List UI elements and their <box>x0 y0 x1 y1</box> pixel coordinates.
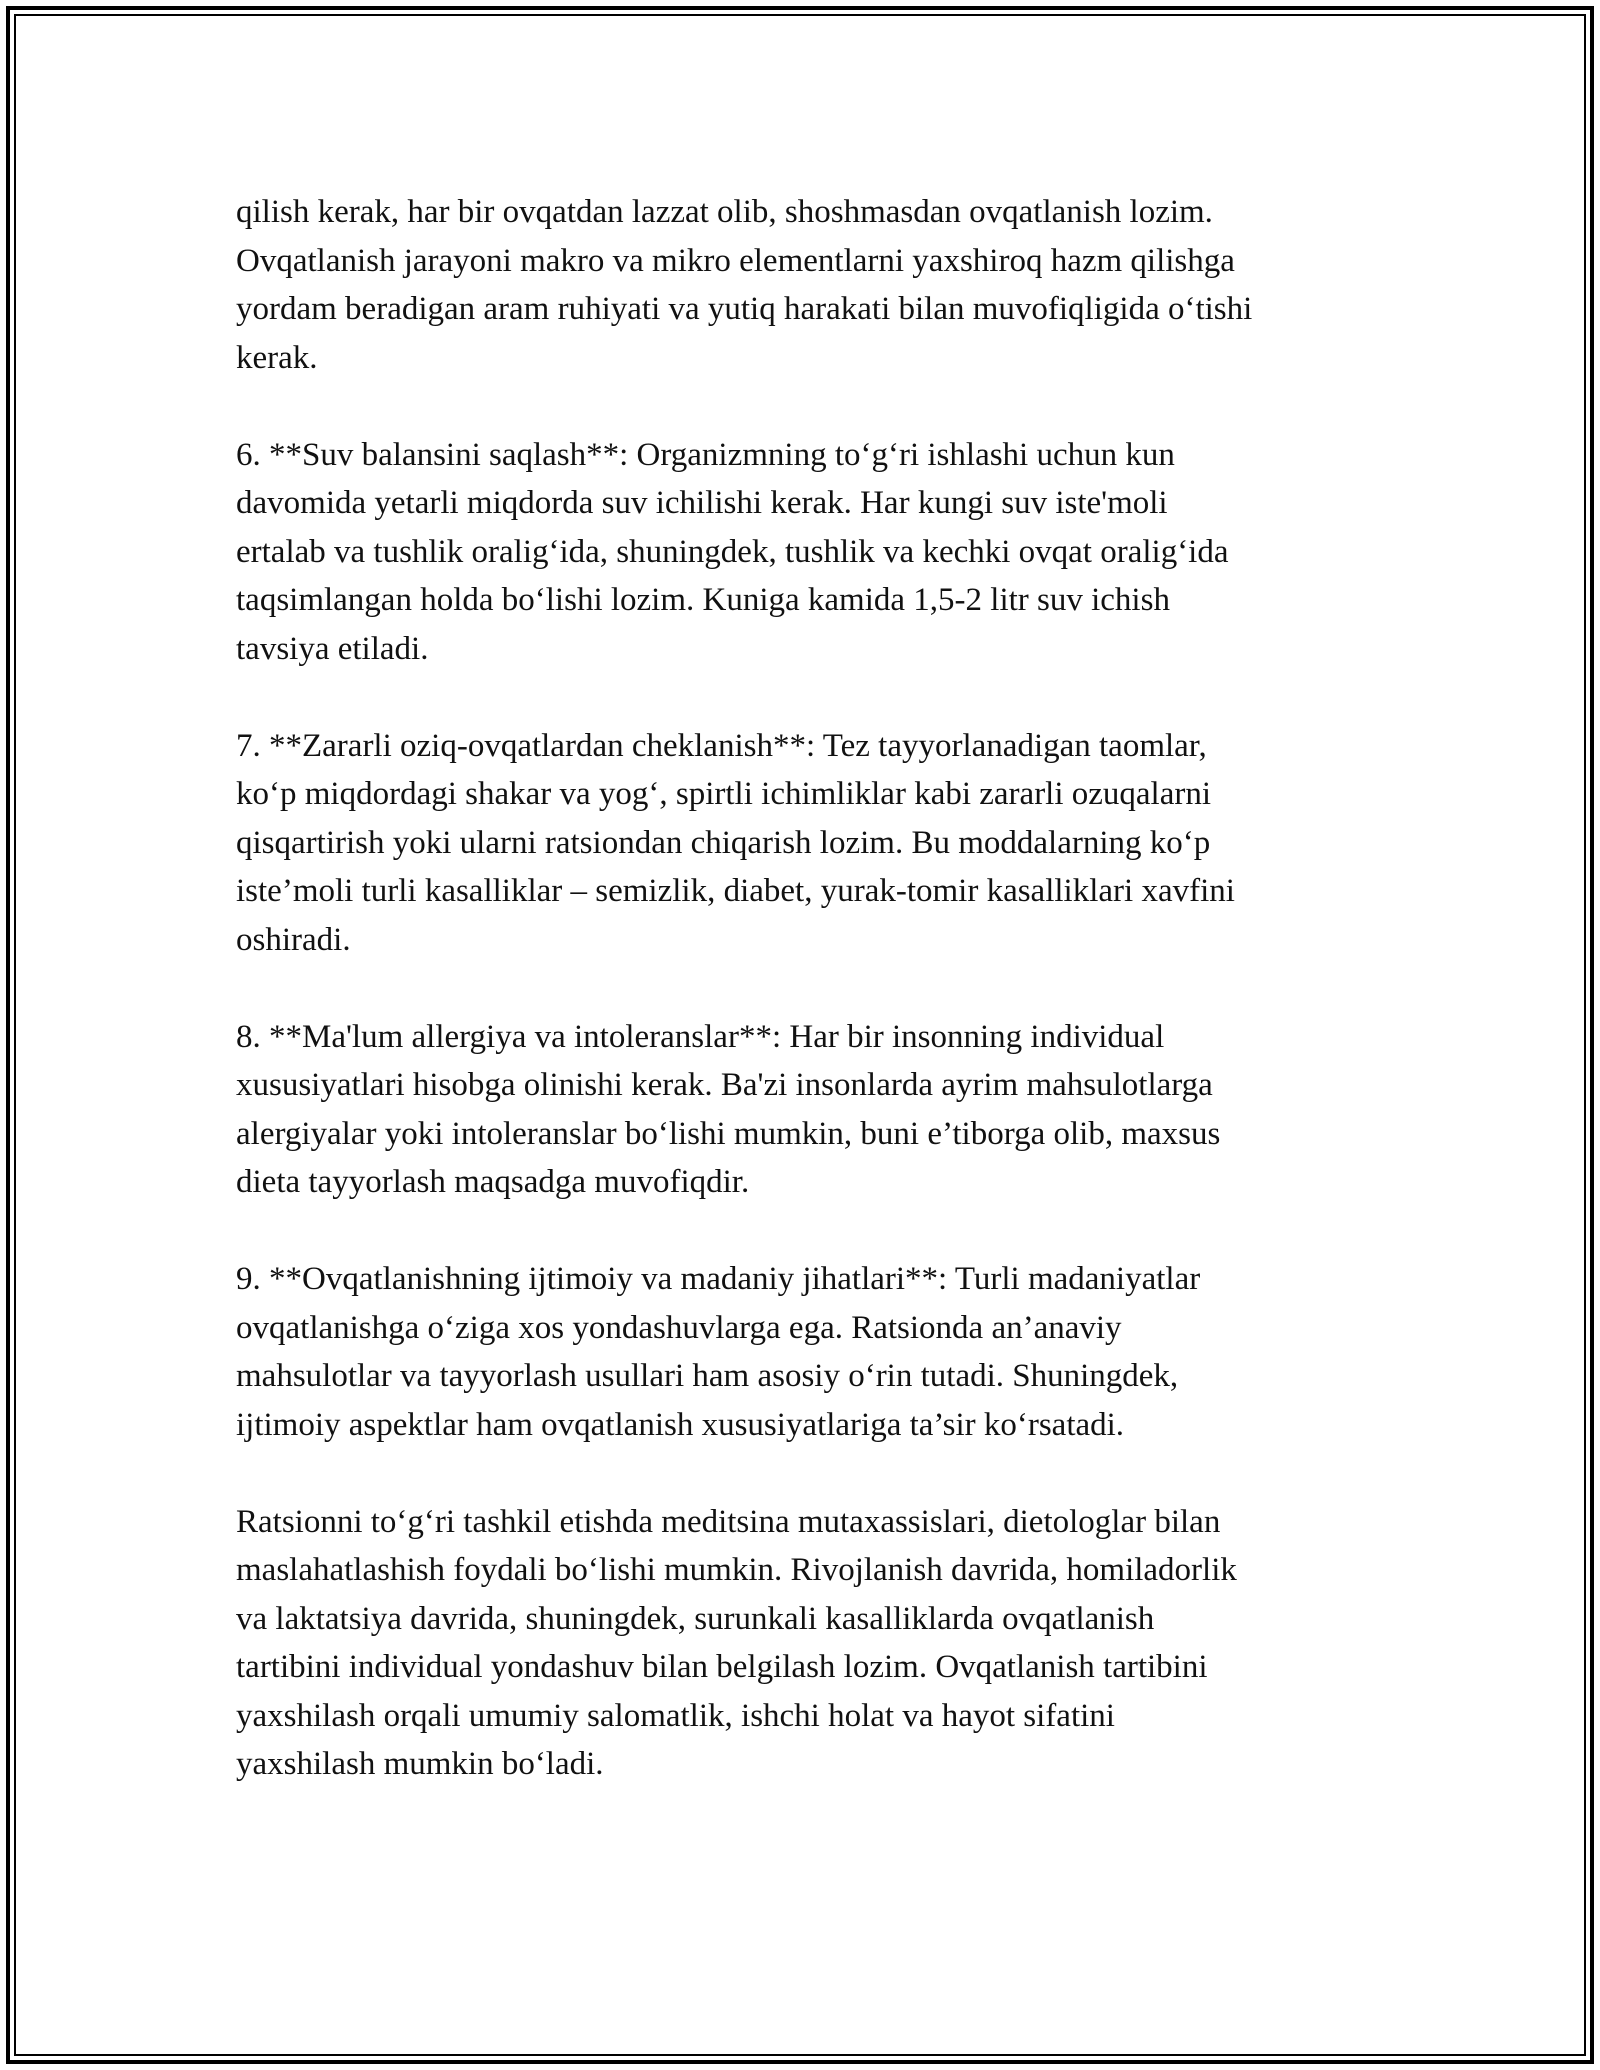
paragraph-conclusion: Ratsionni to‘g‘ri tashkil etishda meditsina mutaxassislari, dietologlar bilan maslahatlashish foydali bo‘lishi mumkin. Rivojlanish davrida, homiladorlik va laktatsiya davrida, shuningdek, surunkali kasalliklarda ovqatlanish tartibini individual yondashuv bilan belgilash lozim. Ovqatlanish tartibini yaxshilash orqali umumiy salomatlik, ishchi holat va hayot sifatini yaxshilash mumkin bo‘ladi. <box>236 1503 1237 1782</box>
paragraph-item-6-water-balance: 6. **Suv balansini saqlash**: Organizmning to‘g‘ri ishlashi uchun kun davomida yetarli miqdorda suv ichilishi kerak. Har kungi suv iste'moli ertalab va tushlik oralig‘ida, shuningdek, tushlik va kechki ovqat oralig‘ida taqsimlangan holda bo‘lishi lozim. Kuniga kamida 1,5-2 litr suv ichish tavsiya etiladi. <box>236 436 1229 667</box>
paragraph-item-8-allergies: 8. **Ma'lum allergiya va intoleranslar**: Har bir insonning individual xususiyatlari hisobga olinishi kerak. Ba'zi insonlarda ayrim mahsulotlarga alergiyalar yoki intoleranslar bo‘lishi mumkin, buni e’tiborga olib, maxsus dieta tayyorlash maqsadga muvofiqdir. <box>236 1018 1221 1200</box>
paragraph-item-9-social-cultural: 9. **Ovqatlanishning ijtimoiy va madaniy jihatlari**: Turli madaniyatlar ovqatlanishga o‘ziga xos yondashuvlarga ega. Ratsionda an’anaviy mahsulotlar va tayyorlash usullari ham asosiy o‘rin tutadi. Shuningdek, ijtimoiy aspektlar ham ovqatlanish xususiyatlariga ta’sir ko‘rsatadi. <box>236 1261 1201 1443</box>
paragraph-continuation: qilish kerak, har bir ovqatdan lazzat olib, shoshmasdan ovqatlanish lozim. Ovqatlanish jarayoni makro va mikro elementlarni yaxshiroq hazm qilishga yordam beradigan aram ruhiyati va yutiq harakati bilan muvofiqligida o‘tishi kerak. <box>236 194 1253 376</box>
document-body <box>236 188 1386 1789</box>
paragraph-item-7-harmful-foods: 7. **Zararli oziq-ovqatlardan cheklanish**: Tez tayyorlanadigan taomlar, ko‘p miqdordagi shakar va yog‘, spirtli ichimliklar kabi zararli ozuqalarni qisqartirish yoki ularni ratsiondan chiqarish lozim. Bu moddalarning ko‘p iste’moli turli kasalliklar – semizlik, diabet, yurak-tomir kasalliklari xavfini oshiradi. <box>236 727 1235 958</box>
